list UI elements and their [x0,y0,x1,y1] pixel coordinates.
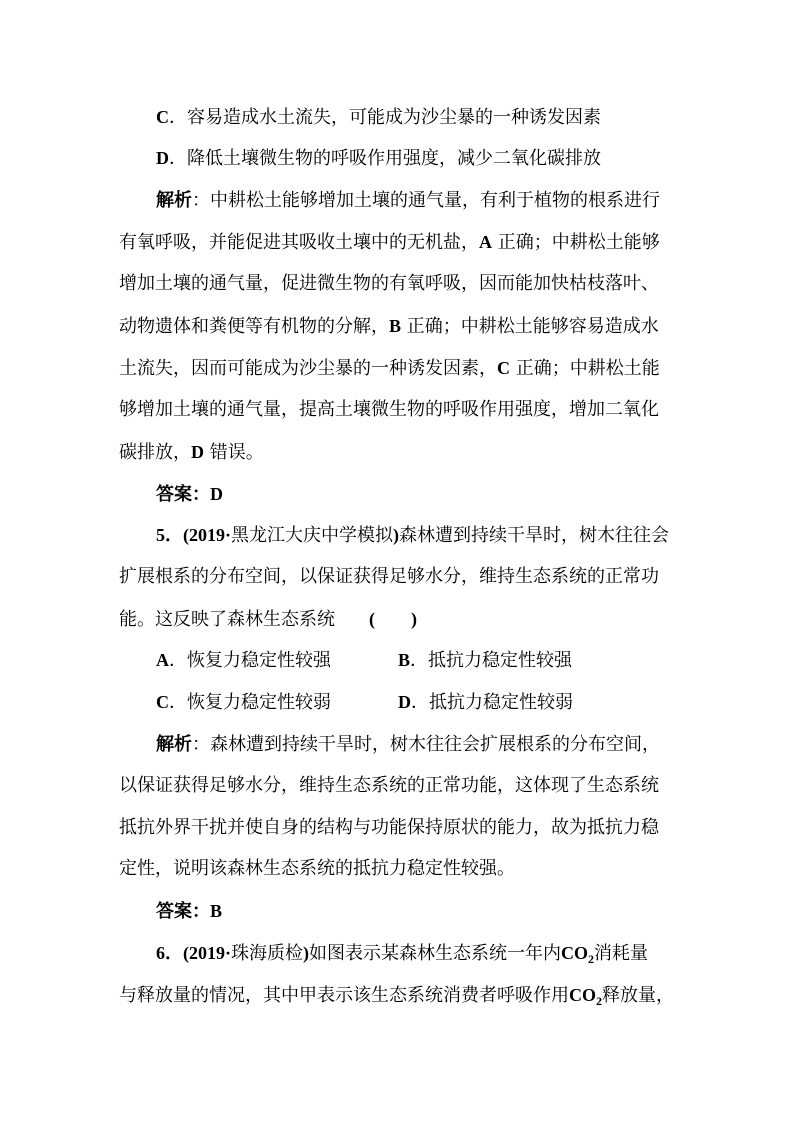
question-text: 与释放量的情况，其中甲表示该生态系统消费者呼吸作用 [119,985,569,1006]
option-b: B．抵抗力稳定性较强 [398,650,573,671]
option-c-line [156,105,601,130]
answer-label: 答案： [156,901,210,921]
analysis-text: 土流失，因而可能成为沙尘暴的一种诱发因素， [119,358,497,379]
analysis-label: 解析 [156,734,192,754]
answer-value: B [210,901,223,921]
option-ref: D [191,442,204,462]
analysis-line [156,188,660,213]
question-line [119,983,674,1013]
question-text: 能。这反映了森林生态系统 [119,609,335,630]
option-ref: A [479,232,492,252]
analysis-label: 解析 [156,190,192,210]
analysis-line: 定性，说明该森林生态系统的抵抗力稳定性较强。 [119,858,515,879]
analysis-text: ：森林遭到持续干旱时，树木往往会扩展根系的分布空间， [192,734,660,755]
analysis-line [119,314,659,339]
option-a: A．恢复力稳定性较强 [156,650,331,671]
analysis-text: 动物遗体和粪便等有机物的分解， [119,316,389,337]
analysis-line [119,440,264,465]
question-line: 扩展根系的分布空间，以保证获得足够水分，维持生态系统的正常功 [119,566,659,587]
question-5-line [156,523,669,548]
options-row [156,648,716,673]
option-d-line [156,146,601,171]
answer-line [156,482,223,507]
question-text: 消耗量 [594,943,648,964]
analysis-text: 正确；中耕松土能够容易造成水 [401,316,659,337]
question-text: 森林遭到持续干旱时，树木往往会 [399,525,669,546]
answer-value: D [210,484,223,504]
analysis-line: 抵抗外界干扰并使自身的结构与功能保持原状的能力，故为抵抗力稳 [119,817,659,838]
question-6-line [156,941,648,971]
paren: ) [393,525,399,545]
option-d: D．抵抗力稳定性较弱 [398,692,573,713]
option-ref: C [497,358,510,378]
analysis-text: 正确；中耕松土能够 [492,232,660,253]
question-text: 释放量， [602,985,674,1006]
question-source: 黑龙江大庆中学模拟 [231,525,393,546]
option-letter: D [156,148,169,168]
analysis-line [119,356,660,381]
analysis-line: 增加土壤的通气量，促进微生物的有氧呼吸，因而能加快枯枝落叶、 [119,273,659,294]
question-line [119,607,417,632]
analysis-text: 正确；中耕松土能 [510,358,660,379]
answer-label: 答案： [156,484,210,504]
question-number: 6．(2019· [156,943,231,963]
co2-formula: $CO_2$ [569,985,602,1008]
analysis-line: 以保证获得足够水分，维持生态系统的正常功能，这体现了生态系统 [119,775,659,796]
question-number: 5．(2019· [156,525,231,545]
analysis-text: ：中耕松土能够增加土壤的通气量，有利于植物的根系进行 [192,190,660,211]
option-letter: C [156,107,169,127]
paren: ) [303,943,309,963]
analysis-line: 够增加土壤的通气量，提高土壤微生物的呼吸作用强度，增加二氧化 [119,399,659,420]
option-ref: B [389,316,402,336]
option-text: ．降低土壤微生物的呼吸作用强度，减少二氧化碳排放 [169,148,601,169]
analysis-text: 碳排放， [119,442,191,463]
option-text: ．容易造成水土流失，可能成为沙尘暴的一种诱发因素 [169,107,601,128]
option-c: C．恢复力稳定性较弱 [156,692,331,713]
options-row [156,690,716,715]
question-text: 如图表示某森林生态系统一年内 [309,943,561,964]
analysis-text: 错误。 [204,442,264,463]
answer-blank: ( ) [369,609,417,629]
analysis-line [156,732,660,757]
co2-formula: $CO_2$ [561,943,594,966]
answer-line [156,899,222,924]
analysis-line [119,230,660,255]
question-source: 珠海质检 [231,943,303,964]
analysis-text: 有氧呼吸，并能促进其吸收土壤中的无机盐， [119,232,479,253]
